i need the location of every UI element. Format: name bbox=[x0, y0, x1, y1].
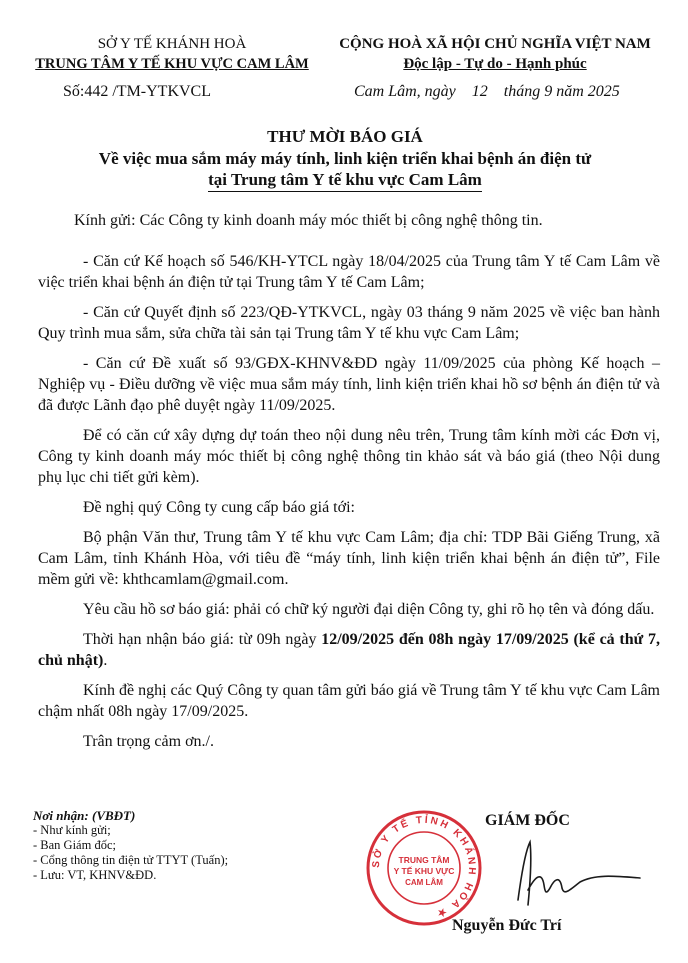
date-suffix: tháng 9 năm 2025 bbox=[503, 83, 620, 100]
recipient-item: - Lưu: VT, KHNV&ĐD. bbox=[33, 868, 157, 882]
greeting: Kính gửi: Các Công ty kinh doanh máy móc thiết bị công nghệ thông tin. bbox=[74, 212, 543, 229]
signer-name: Nguyễn Đức Trí bbox=[452, 917, 562, 934]
handwritten-signature bbox=[500, 830, 650, 920]
paragraph-basis-1: - Căn cứ Kế hoạch số 546/KH-YTCL ngày 18/04/2025 của Trung tâm Y tế Cam Lâm về việc triển khai bệnh án điện tử tại Trung tâm Y tế Cam Lâm; bbox=[38, 253, 660, 291]
svg-text:CAM LÂM: CAM LÂM bbox=[405, 878, 443, 887]
recipient-item: - Cổng thông tin điện tử TTYT (Tuấn); bbox=[33, 853, 229, 867]
document-subtitle-2: tại Trung tâm Y tế khu vực Cam Lâm bbox=[208, 169, 482, 192]
paragraph-requirements: Yêu cầu hồ sơ báo giá: phải có chữ ký người đại diện Công ty, ghi rõ họ tên và đóng dấu. bbox=[83, 601, 655, 618]
document-subtitle: Về việc mua sắm máy máy tính, linh kiện triển khai bệnh án điện tử bbox=[98, 149, 592, 168]
parent-organization: SỞ Y TẾ KHÁNH HOÀ bbox=[97, 36, 247, 52]
recipients-title: Nơi nhận: (VBĐT) bbox=[33, 808, 136, 823]
closing-line: Trân trọng cảm ơn./. bbox=[83, 733, 214, 750]
ref-suffix: /TM-YTKVCL bbox=[112, 83, 211, 100]
svg-text:TRUNG TÂM: TRUNG TÂM bbox=[398, 855, 450, 865]
issuing-organization bbox=[22, 34, 322, 74]
document-title-block bbox=[40, 126, 650, 192]
signer-position: GIÁM ĐỐC bbox=[485, 812, 570, 829]
paragraph-address: Bộ phận Văn thư, Trung tâm Y tế khu vực Cam Lâm; địa chỉ: TDP Bãi Giếng Trung, xã Cam Lâm, tỉnh Khánh Hòa, với tiêu đề “máy tính, linh kiện triển khai bệnh án điện tử”, File mềm gửi về: khthcamlam@gmail.com. bbox=[38, 529, 660, 588]
svg-text:Y TẾ KHU VỰC: Y TẾ KHU VỰC bbox=[393, 866, 455, 876]
recipient-item: - Như kính gửi; bbox=[33, 823, 111, 837]
ref-number: 442 bbox=[84, 83, 109, 100]
document-date bbox=[354, 83, 620, 101]
date-day: 12 bbox=[471, 83, 488, 100]
nation-title: CỘNG HOÀ XÃ HỘI CHỦ NGHĨA VIỆT NAM bbox=[339, 36, 651, 52]
paragraph-deadline: Thời hạn nhận báo giá: từ 09h ngày 12/09/2025 đến 08h ngày 17/09/2025 (kể cả thứ 7, chủ nhật). bbox=[38, 631, 660, 669]
ref-label: Số: bbox=[63, 83, 85, 100]
document-number bbox=[63, 83, 211, 101]
recipient-item: - Ban Giám đốc; bbox=[33, 838, 116, 852]
svg-text:SỞ Y TẾ TỈNH KHÁNH HÒA ★: SỞ Y TẾ TỈNH KHÁNH HÒA ★ bbox=[370, 814, 478, 920]
paragraph-request: Đề nghị quý Công ty cung cấp báo giá tới: bbox=[83, 499, 355, 516]
paragraph-final-request: Kính đề nghị các Quý Công ty quan tâm gửi báo giá về Trung tâm Y tế khu vực Cam Lâm chậm nhất 08h ngày 17/09/2025. bbox=[38, 682, 660, 720]
official-seal bbox=[364, 808, 484, 928]
document-body bbox=[38, 210, 660, 761]
document-title: THƯ MỜI BÁO GIÁ bbox=[267, 127, 423, 146]
motto: Độc lập - Tự do - Hạnh phúc bbox=[403, 56, 587, 72]
deadline-dates: 12/09/2025 đến 08h ngày 17/09/2025 (kể cả thứ 7, chủ nhật) bbox=[38, 631, 660, 669]
date-prefix: Cam Lâm, ngày bbox=[354, 83, 456, 100]
paragraph-basis-3: - Căn cứ Đề xuất số 93/GĐX-KHNV&ĐD ngày 11/09/2025 của phòng Kế hoạch – Nghiệp vụ - Điều dưỡng về việc mua sắm máy tính, linh kiện triển khai hồ sơ bệnh án điện tử và đã được Lãnh đạo phê duyệt ngày 11/09/2025. bbox=[38, 355, 660, 414]
national-header bbox=[320, 34, 670, 74]
paragraph-invitation: Để có căn cứ xây dựng dự toán theo nội dung nêu trên, Trung tâm kính mời các Đơn vị, Công ty kinh doanh máy móc thiết bị công nghệ thông tin khảo sát và báo giá (theo Nội dung phụ lục chi tiết gửi kèm). bbox=[38, 427, 660, 486]
recipients-block bbox=[33, 808, 228, 883]
paragraph-basis-2: - Căn cứ Quyết định số 223/QĐ-YTKVCL, ngày 03 tháng 9 năm 2025 về việc ban hành Quy trình mua sắm, sửa chữa tài sản tại Trung tâm Y tế khu vực Cam Lâm; bbox=[38, 304, 660, 342]
organization-name: TRUNG TÂM Y TẾ KHU VỰC CAM LÂM bbox=[35, 56, 309, 72]
